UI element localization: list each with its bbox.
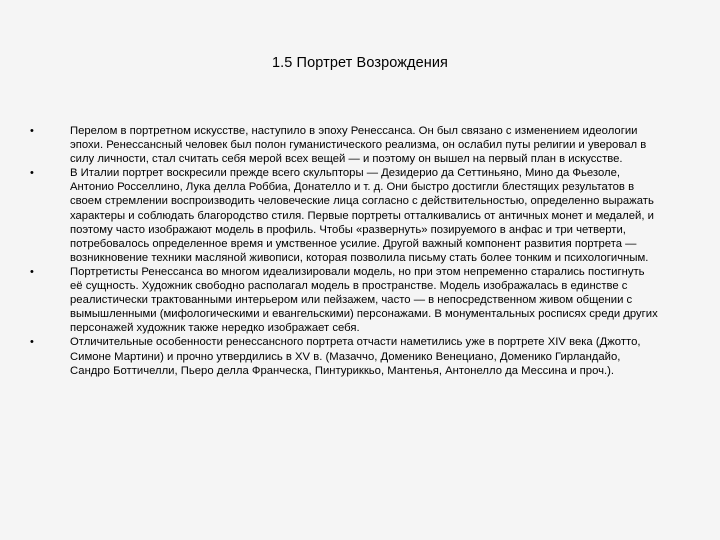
bullet-text: Портретисты Ренессанса во многом идеализировали модель, но при этом непременно старались постигнуть её сущность. Художник свободно располагал модель в пространстве. Модель изображалась в единстве с реалистически трактованными интерьером или пейзажем, часто — в непосредственном живом общении с вымышленными (мифологическими и евангельскими) персонажами. В монументальных росписях среди других персонажей художник также нередко изображает себя. [70,265,658,335]
slide-title: 1.5 Портрет Возрождения [271,55,449,71]
list-item [30,166,660,265]
bullet-text: Отличительные особенности ренессансного портрета отчасти наметились уже в портрете XIV века (Джотто, Симоне Мартини) и прочно утвердились в XV в. (Мазаччо, Доменико Венециано, Доменико Гирландайо, Сандро Боттичелли, Пьеро делла Франческа, Пинтуриккьо, Мантенья, Антонелло да Мессина и проч.). [70,336,641,377]
bullet-icon: • [30,125,34,137]
bullet-list [30,124,660,378]
bullet-icon: • [30,336,34,349]
bullet-text: Перелом в портретном искусстве, наступило в эпоху Ренессанса. Он был связано с изменением идеологии эпохи. Ренессансный человек был полон гуманистического реализма, он ослабил путы религии и уверовал в силу личности, стал считать себя мерой всех вещей — и поэтому он вышел на первый план в искусстве. [70,125,647,166]
bullet-icon: • [30,265,34,278]
bullet-text: В Италии портрет воскресили прежде всего скульпторы — Дезидерио да Сеттиньяно, Мино да Фьезоле, Антонио Росселлино, Лука делла Роббиа, Донателло и т. д. Они быстро достигли блестящих результатов в своем стремлении воспроизводить человеческие лица согласно с действительностью, определенно выражать характеры и соблюдать благородство стиля. Первые портреты отталкивались от античных монет и медалей, и поэтому часто изображают модель в профиль. Чтобы «развернуть» позируемого в анфас и три четверти, потребовалось определенное время и умственное усилие. Другой важный компонент развития портрета — возникновение техники масляной живописи, которая позволила письму стать более тонким и психологичным. [70,167,654,264]
list-item [30,335,660,377]
list-item [30,265,660,335]
list-item [30,124,660,166]
bullet-icon: • [30,167,34,180]
